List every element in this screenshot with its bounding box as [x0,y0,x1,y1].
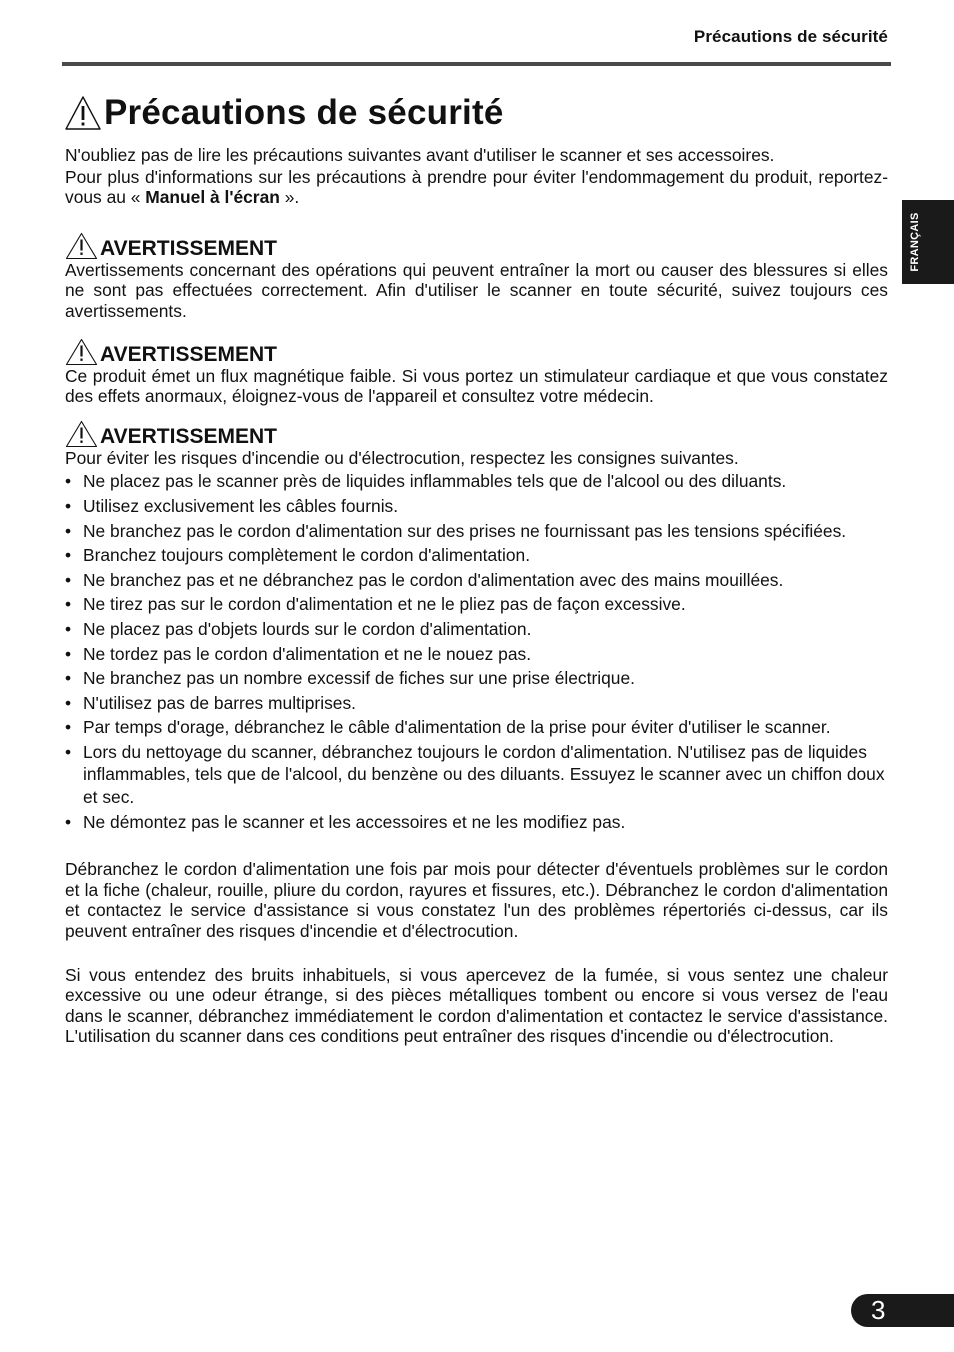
warning-heading-1 [65,232,888,260]
warning-text-1: Avertissements concernant des opérations qui peuvent entraîner la mort ou causer des blessures si elles ne sont pas effectuées correctement. Afin d'utiliser le scanner en toute sécurité, suivez toujours ces avertissements. [65,259,888,321]
list-item [65,811,888,834]
list-item [65,593,888,616]
warning-triangle-icon [64,94,102,132]
bullet-marker: • [65,520,72,541]
language-tab [902,200,954,284]
list-item [65,716,888,739]
list-item [65,544,888,567]
list-item-text: Ne branchez pas le cordon d'alimentation sur des prises ne fournissant pas les tensions spécifiées. [83,520,847,541]
inspection-paragraph: Débranchez le cordon d'alimentation une fois par mois pour détecter d'éventuels problèmes sur le cordon et la fiche (chaleur, rouille, pliure du cordon, rayures et fissures, etc.). Débranchez le cordon d'alimentation et contactez le service d'assistance si vous constatez l'un des problèmes répertoriés ci-dessus, car ils peuvent entraîner des risques d'incendie et d'électrocution. [65,859,888,942]
main-content [65,145,888,1047]
page-number-tab [851,1294,954,1327]
bullet-marker: • [65,811,72,832]
warning-heading-text: AVERTISSEMENT [100,342,277,366]
warning-heading-2 [65,338,888,366]
intro-line: N'oubliez pas de lire les précautions suivantes avant d'utiliser le scanner et ses accessoires. [65,145,775,165]
list-item [65,618,888,641]
safety-bullet-list [65,470,888,833]
list-item [65,495,888,518]
list-item [65,692,888,715]
list-item-text: Ne branchez pas et ne débranchez pas le cordon d'alimentation avec des mains mouillées. [83,569,784,590]
list-item-text: Par temps d'orage, débranchez le câble d'alimentation de la prise pour éviter d'utiliser le scanner. [83,717,831,738]
running-header: Précautions de sécurité [693,27,888,46]
list-item-text: Ne démontez pas le scanner et les accessoires et ne les modifiez pas. [83,811,626,832]
list-item-text: Lors du nettoyage du scanner, débranchez toujours le cordon d'alimentation. N'utilisez pas de liquides inflammables, tels que de l'alcool, du benzène ou des diluants. Essuyez le scanner avec un chiffon doux et sec. [83,741,885,808]
list-item [65,520,888,543]
bullet-marker: • [65,741,72,762]
list-item-text: Ne placez pas d'objets lourds sur le cordon d'alimentation. [83,618,532,639]
list-item [65,643,888,666]
bullet-marker: • [65,643,72,664]
bullet-marker: • [65,495,72,516]
warning-triangle-icon [65,232,98,260]
warning-triangle-icon [65,338,98,366]
list-item [65,667,888,690]
list-item-text: Ne branchez pas un nombre excessif de fiches sur une prise électrique. [83,668,635,689]
bullet-marker: • [65,668,72,689]
emergency-paragraph: Si vous entendez des bruits inhabituels, si vous apercevez de la fumée, si vous sentez une chaleur excessive ou une odeur étrange, si des pièces métalliques tombent ou encore si vous versez de l'eau dans le scanner, débranchez immédiatement le cordon d'alimentation et contactez le service d'assistance. L'utilisation du scanner dans ces conditions peut entraîner des risques d'incendie ou d'électrocution. [65,964,888,1047]
page-title [64,90,503,136]
intro-reference-end: ». [279,187,300,208]
list-item-text: Ne placez pas le scanner près de liquides inflammables tels que de l'alcool ou des diluants. [83,471,787,492]
warning-triangle-icon [65,420,98,448]
language-tab-label: FRANÇAIS [909,212,921,272]
list-item-text: Utilisez exclusivement les câbles fournis. [83,495,399,516]
header-rule [62,62,891,66]
list-item-text: Ne tordez pas le cordon d'alimentation et ne le nouez pas. [83,643,532,664]
bullet-marker: • [65,717,72,738]
warning-heading-3 [65,420,888,448]
warning-text-3: Pour éviter les risques d'incendie ou d'électrocution, respectez les consignes suivantes. [65,447,739,468]
manual-reference: Manuel à l'écran [145,187,280,208]
list-item [65,470,888,493]
list-item [65,569,888,592]
warning-text-2: Ce produit émet un flux magnétique faible. Si vous portez un stimulateur cardiaque et que vous constatez des effets anormaux, éloignez-vous de l'appareil et consultez votre médecin. [65,365,888,407]
bullet-marker: • [65,594,72,615]
bullet-marker: • [65,692,72,713]
warning-heading-text: AVERTISSEMENT [100,236,277,260]
bullet-marker: • [65,471,72,492]
bullet-marker: • [65,618,72,639]
page-title-text: Précautions de sécurité [104,93,504,132]
bullet-marker: • [65,545,72,566]
list-item-text: N'utilisez pas de barres multiprises. [83,692,356,713]
intro-reference [65,167,888,208]
bullet-marker: • [65,569,72,590]
list-item-text: Ne tirez pas sur le cordon d'alimentation et ne le pliez pas de façon excessive. [83,594,686,615]
intro-reference-text: Pour plus d'informations sur les précautions à prendre pour éviter l'endommagement du produit, reportez-vous au « [65,166,888,208]
list-item [65,741,888,809]
list-item-text: Branchez toujours complètement le cordon d'alimentation. [83,545,531,566]
warning-heading-text: AVERTISSEMENT [100,424,277,448]
page-number: 3 [871,1295,886,1325]
